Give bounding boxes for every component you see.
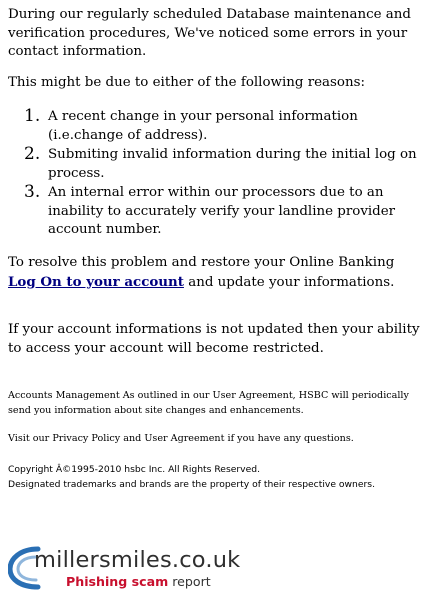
logo-tagline-rest: report bbox=[168, 574, 211, 589]
reasons-lead: This might be due to either of the following reasons: bbox=[8, 75, 365, 90]
intro-paragraph: During our regularly scheduled Database maintenance and verification procedures, We've noticed some errors in your contact information. bbox=[8, 7, 411, 59]
list-number: 1. bbox=[24, 106, 41, 126]
reasons-list bbox=[8, 108, 422, 241]
logo-tagline-strong: Phishing scam bbox=[66, 574, 169, 589]
logo-tagline bbox=[66, 574, 211, 589]
logo-wordmark: millersmiles.co.uk bbox=[34, 547, 241, 573]
resolve-text-before: To resolve this problem and restore your Online Banking bbox=[8, 255, 395, 270]
warning-paragraph: If your account informations is not updated then your ability to access your account will become restricted. bbox=[8, 322, 420, 356]
list-item bbox=[8, 146, 422, 183]
copyright-line: Copyright Â©1995-2010 hsbc Inc. All Rights Reserved. bbox=[8, 464, 261, 475]
list-item bbox=[8, 108, 422, 145]
resolve-paragraph bbox=[8, 254, 422, 292]
list-number: 2. bbox=[24, 144, 41, 164]
list-item bbox=[8, 184, 422, 240]
user-agreement-notice: Accounts Management As outlined in our User Agreement, HSBC will periodically send you information about site changes and enhancements. bbox=[8, 390, 409, 416]
list-item-text: A recent change in your personal information (i.e.change of address). bbox=[48, 109, 358, 143]
log-on-link[interactable]: Log On to your account bbox=[8, 273, 184, 290]
millersmiles-watermark bbox=[8, 545, 248, 593]
list-number: 3. bbox=[24, 182, 41, 202]
trademarks-line: Designated trademarks and brands are the property of their respective owners. bbox=[8, 479, 375, 490]
list-item-text: Submiting invalid information during the initial log on process. bbox=[48, 147, 417, 181]
list-item-text: An internal error within our processors due to an inability to accurately verify your landline provider account number. bbox=[48, 185, 396, 237]
privacy-notice: Visit our Privacy Policy and User Agreement if you have any questions. bbox=[8, 433, 354, 444]
resolve-text-after: and update your informations. bbox=[183, 274, 395, 290]
